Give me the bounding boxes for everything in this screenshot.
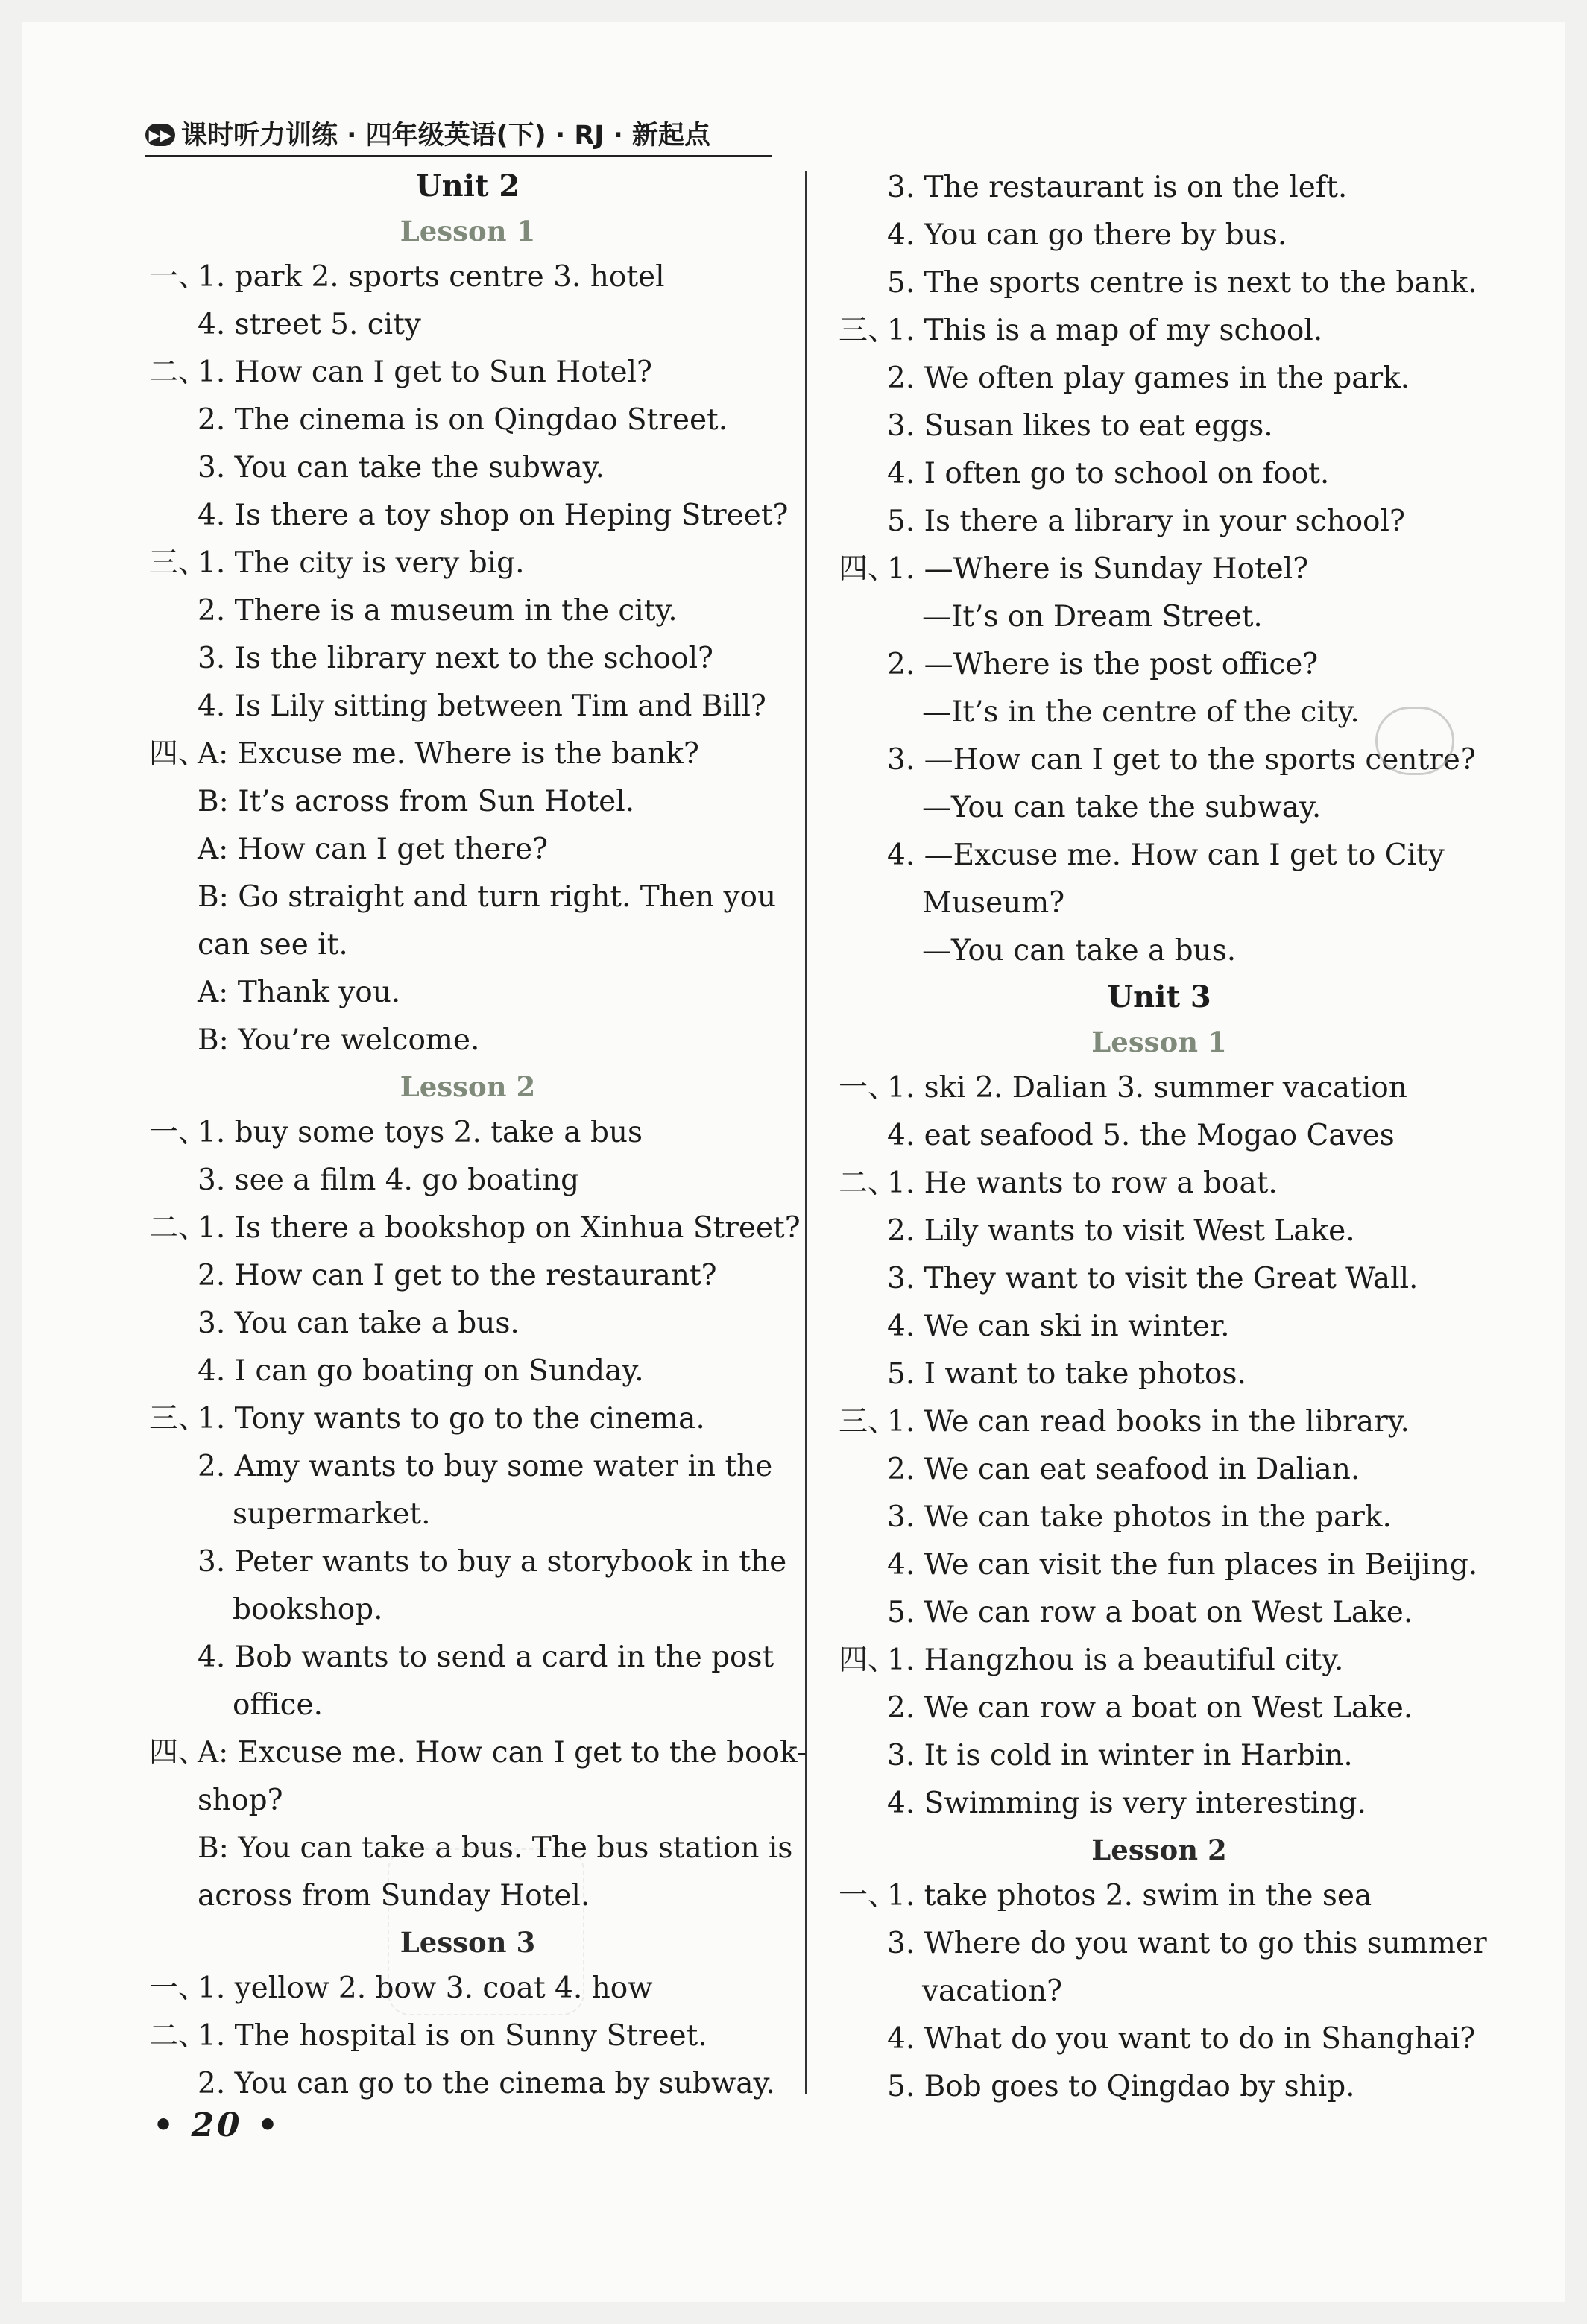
- answer-text: 1. park 2. sports centre 3. hotel: [198, 260, 665, 294]
- answer-text: B: Go straight and turn right. Then you: [198, 880, 777, 914]
- section-number: 一、: [839, 1071, 897, 1105]
- answer-line: [149, 1348, 786, 1395]
- answer-line: [149, 492, 789, 540]
- answer-text: 5. I want to take photos.: [887, 1357, 1246, 1391]
- answer-text: 4. eat seafood 5. the Mogao Caves: [887, 1119, 1395, 1152]
- answer-text: office.: [233, 1688, 323, 1722]
- answer-line: [149, 301, 786, 349]
- answer-text: can see it.: [198, 928, 348, 962]
- watermark-mark: [388, 1848, 584, 2015]
- answer-text: 1. This is a map of my school.: [887, 314, 1323, 347]
- answer-text: 2. You can go to the cinema by subway.: [198, 2067, 775, 2100]
- answer-line: [149, 540, 786, 587]
- answer-text: supermarket.: [233, 1497, 431, 1531]
- answer-text: 1. Hangzhou is a beautiful city.: [887, 1643, 1344, 1677]
- answer-line: [839, 593, 1480, 641]
- answer-line: [149, 1204, 801, 1252]
- answer-text: 4. Is Lily sitting between Tim and Bill?: [198, 689, 766, 723]
- answer-text: 5. The sports centre is next to the bank.: [887, 266, 1477, 300]
- answer-line: [149, 1634, 786, 1682]
- lesson-heading: Lesson 1: [1091, 1026, 1227, 1058]
- answer-line: [839, 164, 1480, 212]
- answer-text: 4. We can ski in winter.: [887, 1310, 1230, 1343]
- answer-text: 4. Is there a toy shop on Heping Street?: [198, 499, 789, 532]
- answer-text: 2. —Where is the post office?: [887, 648, 1319, 681]
- section-number: 一、: [149, 260, 208, 294]
- section-number: 三、: [149, 546, 208, 580]
- section-number: 二、: [149, 2019, 208, 2053]
- answer-text: 5. We can row a boat on West Lake.: [887, 1596, 1413, 1629]
- section-number: 四、: [149, 1736, 208, 1769]
- unit-heading: Unit 3: [1107, 979, 1211, 1014]
- answer-text: 4. street 5. city: [198, 308, 421, 341]
- answer-text: B: You’re welcome.: [198, 1023, 480, 1057]
- answer-line: [839, 784, 1480, 832]
- answer-line: [839, 1494, 1480, 1541]
- answer-text: Museum?: [922, 886, 1065, 920]
- page-header: [145, 119, 772, 157]
- answer-text: 1. take photos 2. swim in the sea: [887, 1879, 1372, 1913]
- answer-line: [839, 1780, 1480, 1828]
- section-number: 四、: [149, 737, 208, 771]
- answer-line: [839, 1637, 1480, 1684]
- answer-line: [839, 1732, 1480, 1780]
- answer-line: [839, 880, 1480, 927]
- answer-text: 1. Is there a bookshop on Xinhua Street?: [198, 1211, 801, 1245]
- answer-line: [149, 1538, 786, 1586]
- answer-text: 3. —How can I get to the sports centre?: [887, 743, 1476, 777]
- answer-line: [839, 2015, 1480, 2063]
- header-title: 课时听力训练 · 四年级英语(下) · RJ · 新起点: [181, 121, 710, 151]
- answer-text: 3. You can take a bus.: [198, 1307, 520, 1340]
- answer-line: [839, 1872, 1480, 1920]
- answer-text: 2. How can I get to the restaurant?: [198, 1259, 717, 1292]
- answer-text: 5. Is there a library in your school?: [887, 505, 1405, 538]
- answer-text: 4. Swimming is very interesting.: [887, 1787, 1366, 1820]
- answer-text: 1. How can I get to Sun Hotel?: [198, 356, 652, 389]
- answer-text: A: Thank you.: [198, 976, 401, 1009]
- answer-text: —It’s in the centre of the city.: [922, 695, 1360, 729]
- answer-line: [149, 826, 786, 874]
- answer-text: 4. I can go boating on Sunday.: [198, 1354, 644, 1388]
- answer-line: [839, 1351, 1480, 1398]
- answer-text: 3. see a film 4. go boating: [198, 1163, 580, 1197]
- answer-text: 3. Is the library next to the school?: [198, 642, 713, 675]
- answer-line: [149, 1252, 786, 1300]
- answer-text: bookshop.: [233, 1593, 383, 1626]
- answer-text: 4. —Excuse me. How can I get to City: [887, 839, 1445, 872]
- answer-text: —You can take a bus.: [922, 934, 1237, 967]
- answer-text: 3. Where do you want to go this summer: [887, 1927, 1487, 1960]
- answer-line: [149, 683, 786, 730]
- answer-text: 1. He wants to row a boat.: [887, 1166, 1278, 1200]
- answer-line: [149, 397, 786, 444]
- answer-text: vacation?: [922, 1974, 1063, 2008]
- answer-text: 1. yellow 2. bow 3. coat 4. how: [198, 1971, 653, 2005]
- answer-line: [839, 2063, 1480, 2111]
- answer-line: [839, 212, 1480, 259]
- answer-line: [149, 1777, 786, 1825]
- answer-text: 3. They want to visit the Great Wall.: [887, 1262, 1419, 1295]
- answer-text: 3. You can take the subway.: [198, 451, 605, 484]
- answer-text: 4. Bob wants to send a card in the post: [198, 1641, 774, 1674]
- answer-line: [149, 969, 786, 1017]
- answer-text: 3. Susan likes to eat eggs.: [887, 409, 1273, 443]
- answer-text: 3. Peter wants to buy a storybook in the: [198, 1545, 787, 1579]
- answer-line: [839, 1160, 1480, 1207]
- answer-text: A: How can I get there?: [198, 833, 548, 866]
- answer-line: [839, 307, 1480, 355]
- answer-text: 3. It is cold in winter in Harbin.: [887, 1739, 1353, 1772]
- answer-line: [839, 1303, 1480, 1351]
- answer-line: [149, 349, 786, 397]
- answer-line: [839, 1446, 1480, 1494]
- answer-text: 4. You can go there by bus.: [887, 218, 1287, 252]
- answer-text: 2. Amy wants to buy some water in the: [198, 1450, 773, 1483]
- answer-line: [149, 2012, 786, 2060]
- page-number: • 20 •: [153, 2106, 282, 2144]
- unit-heading: Unit 2: [415, 168, 520, 203]
- answer-line: [149, 1443, 786, 1491]
- answer-line: [839, 1541, 1480, 1589]
- answer-text: A: Excuse me. Where is the bank?: [198, 737, 699, 771]
- answer-line: [839, 1920, 1487, 1968]
- answer-line: [839, 498, 1480, 546]
- answer-line: [149, 1729, 807, 1777]
- section-number: 三、: [839, 314, 897, 347]
- answer-line: [149, 730, 786, 778]
- answer-line: [149, 1491, 786, 1538]
- answer-line: [839, 1398, 1480, 1446]
- answer-text: 4. We can visit the fun places in Beijing.: [887, 1548, 1478, 1582]
- answer-line: [149, 587, 786, 635]
- answer-text: 1. ski 2. Dalian 3. summer vacation: [887, 1071, 1407, 1105]
- section-number: 二、: [149, 1211, 208, 1245]
- answer-text: 2. The cinema is on Qingdao Street.: [198, 403, 728, 437]
- section-number: 四、: [839, 1643, 897, 1677]
- answer-line: [149, 635, 786, 683]
- section-number: 一、: [149, 1116, 208, 1149]
- answer-line: [149, 1109, 786, 1157]
- lesson-heading: Lesson 2: [400, 1070, 536, 1103]
- stamp-mark: [1375, 707, 1454, 775]
- answer-text: 4. What do you want to do in Shanghai?: [887, 2022, 1476, 2056]
- answer-text: A: Excuse me. How can I get to the book-: [198, 1736, 807, 1769]
- answer-line: [149, 444, 786, 492]
- answer-text: —It’s on Dream Street.: [922, 600, 1263, 634]
- answer-line: [839, 1968, 1480, 2015]
- section-number: 三、: [149, 1402, 208, 1436]
- answer-line: [149, 1157, 786, 1204]
- answer-text: —You can take the subway.: [922, 791, 1322, 824]
- answer-line: [839, 355, 1480, 402]
- answer-line: [149, 1017, 786, 1064]
- lesson-heading: Lesson 3: [400, 1926, 536, 1959]
- answer-text: 4. I often go to school on foot.: [887, 457, 1330, 490]
- answer-line: [149, 2060, 786, 2108]
- answer-line: [149, 1395, 786, 1443]
- section-number: 一、: [839, 1879, 897, 1913]
- answer-text: B: It’s across from Sun Hotel.: [198, 785, 635, 818]
- answer-line: [149, 1586, 786, 1634]
- answer-line: [149, 1300, 786, 1348]
- answer-line: [839, 402, 1480, 450]
- answer-text: 1. Tony wants to go to the cinema.: [198, 1402, 705, 1436]
- answer-text: shop?: [198, 1784, 283, 1817]
- answer-text: 1. The hospital is on Sunny Street.: [198, 2019, 707, 2053]
- answer-text: across from Sunday Hotel.: [198, 1879, 590, 1913]
- answer-text: 3. We can take photos in the park.: [887, 1500, 1392, 1534]
- answer-line: [839, 1112, 1480, 1160]
- answer-line: [149, 253, 786, 301]
- answer-line: [839, 927, 1480, 975]
- answer-text: 1. —Where is Sunday Hotel?: [887, 552, 1309, 586]
- answer-line: [149, 874, 786, 921]
- answer-text: 1. We can read books in the library.: [887, 1405, 1410, 1439]
- answer-text: B: You can take a bus. The bus station is: [198, 1831, 793, 1865]
- answer-text: 1. The city is very big.: [198, 546, 525, 580]
- answer-line: [839, 641, 1480, 689]
- answer-text: 2. We can row a boat on West Lake.: [887, 1691, 1413, 1725]
- answer-text: 2. There is a museum in the city.: [198, 594, 678, 628]
- section-number: 二、: [839, 1166, 897, 1200]
- answer-line: [839, 546, 1480, 593]
- lesson-heading: Lesson 1: [400, 215, 536, 247]
- answer-line: [149, 778, 786, 826]
- answer-text: 2. Lily wants to visit West Lake.: [887, 1214, 1355, 1248]
- lesson-heading: Lesson 2: [1091, 1834, 1227, 1866]
- answer-text: 2. We often play games in the park.: [887, 361, 1410, 395]
- answer-text: 3. The restaurant is on the left.: [887, 171, 1348, 204]
- section-number: 四、: [839, 552, 897, 586]
- section-number: 三、: [839, 1405, 897, 1439]
- column-divider: [805, 171, 807, 2094]
- answer-text: 5. Bob goes to Qingdao by ship.: [887, 2070, 1355, 2103]
- section-number: 一、: [149, 1971, 208, 2005]
- answer-line: [839, 1255, 1480, 1303]
- answer-text: 1. buy some toys 2. take a bus: [198, 1116, 643, 1149]
- answer-line: [149, 921, 786, 969]
- right-column: [839, 164, 1487, 2111]
- answer-line: [839, 450, 1480, 498]
- left-column: [149, 164, 807, 2108]
- section-number: 二、: [149, 356, 208, 389]
- play-arrows-icon: ▶▶: [145, 124, 175, 146]
- answer-line: [149, 1682, 786, 1729]
- answer-line: [839, 1684, 1480, 1732]
- answer-line: [839, 1589, 1480, 1637]
- answer-line: [839, 1064, 1480, 1112]
- answer-text: 2. We can eat seafood in Dalian.: [887, 1453, 1360, 1486]
- answer-line: [839, 259, 1480, 307]
- answer-line: [839, 832, 1480, 880]
- answer-line: [839, 1207, 1480, 1255]
